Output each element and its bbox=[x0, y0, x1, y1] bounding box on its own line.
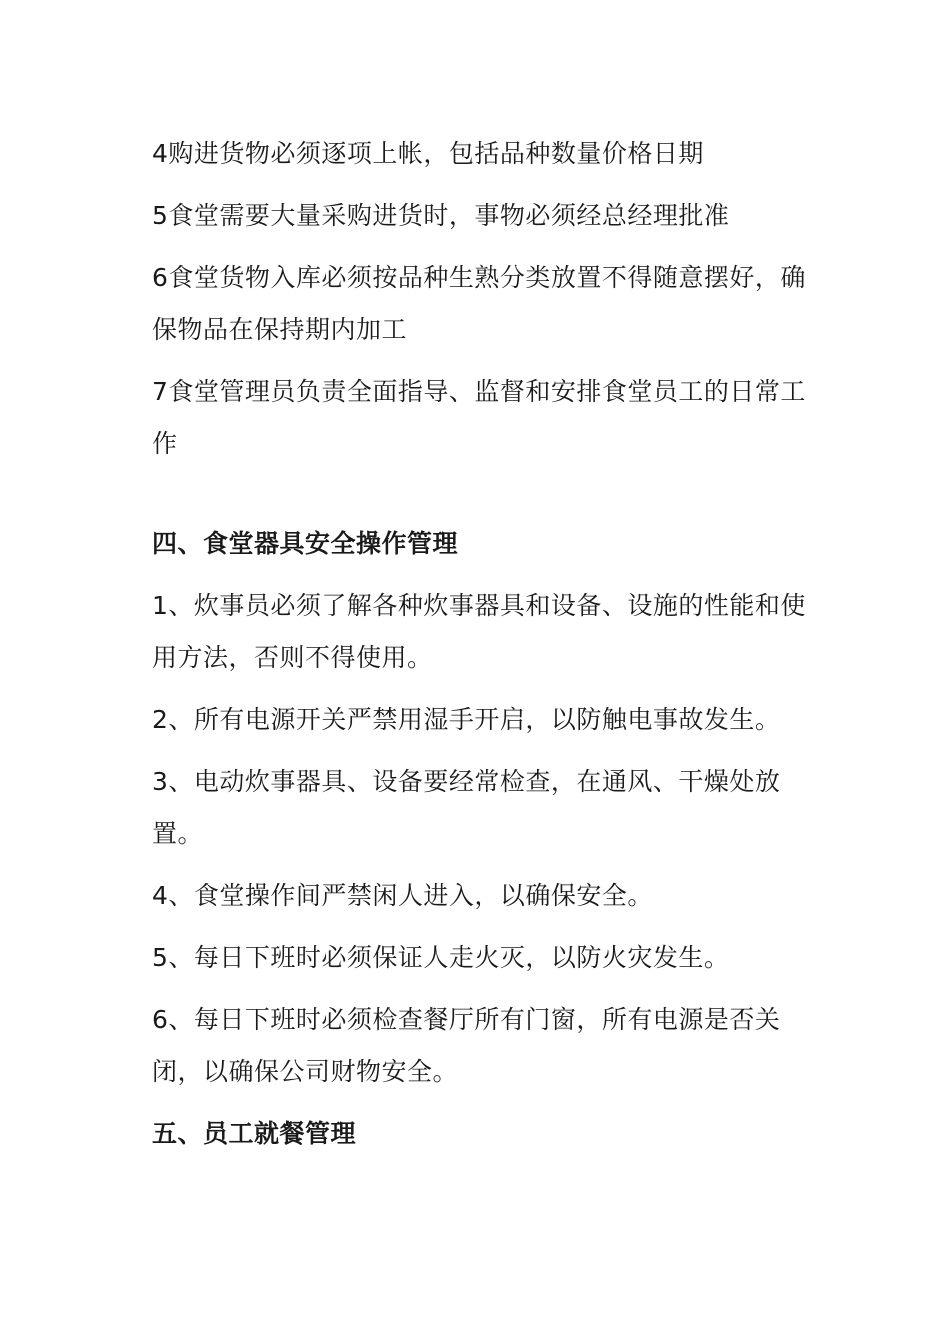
section4-item-3: 3、电动炊事器具、设备要经常检查，在通风、干燥处放置。 bbox=[152, 767, 781, 848]
section5-heading: 五、员工就餐管理 bbox=[152, 1119, 357, 1148]
section4-item-6: 6、每日下班时必须检查餐厅所有门窗，所有电源是否关闭，以确保公司财物安全。 bbox=[152, 1005, 781, 1086]
section4-heading: 四、食堂器具安全操作管理 bbox=[152, 529, 459, 558]
section4-item-5: 5、每日下班时必须保证人走火灭，以防火灾发生。 bbox=[152, 943, 730, 972]
section3-item-7: 7食堂管理员负责全面指导、监督和安排食堂员工的日常工作 bbox=[152, 377, 806, 458]
section4-item-1: 1、炊事员必须了解各种炊事器具和设备、设施的性能和使用方法，否则不得使用。 bbox=[152, 591, 806, 672]
section4-item-4: 4、食堂操作间严禁闲人进入，以确保安全。 bbox=[152, 881, 653, 910]
section3-item-6: 6食堂货物入库必须按品种生熟分类放置不得随意摆好，确保物品在保持期内加工 bbox=[152, 263, 806, 344]
section3-item-4: 4购进货物必须逐项上帐，包括品种数量价格日期 bbox=[152, 139, 704, 168]
section4-item-2: 2、所有电源开关严禁用湿手开启，以防触电事故发生。 bbox=[152, 705, 781, 734]
document-page bbox=[152, 128, 812, 1170]
section3-item-5: 5食堂需要大量采购进货时，事物必须经总经理批准 bbox=[152, 201, 730, 230]
